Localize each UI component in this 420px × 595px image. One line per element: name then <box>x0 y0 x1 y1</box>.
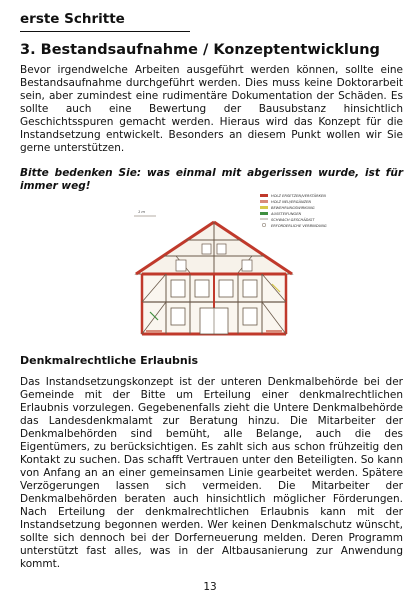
section-title: 3. Bestandsaufnahme / Konzeptentwicklung <box>20 42 380 58</box>
roof <box>136 222 292 274</box>
emphasis-paragraph: Bitte bedenken Sie: was einmal mit abgerissen wurde, ist für immer weg! <box>20 167 403 192</box>
legend-swatch-repair <box>260 194 268 197</box>
page-number: 13 <box>203 581 217 593</box>
running-header: erste Schritte <box>20 11 125 27</box>
scale-label: 1 m <box>138 210 145 214</box>
subsection-title: Denkmalrechtliche Erlaubnis <box>20 354 199 367</box>
house-facade-sketch <box>116 192 356 342</box>
legend-item: HOLZ NEU/ERGÄNZEN <box>271 200 312 204</box>
legend-item: AUSSTEIFUNGEN <box>271 212 302 216</box>
legend-item: SCHWACH GESCHÄDIGT <box>271 218 315 222</box>
timber-frame-facade <box>142 274 286 334</box>
legend-item: ERFORDERLICHE VERBINDUNG <box>271 224 327 228</box>
legend-swatch-new <box>260 200 268 203</box>
subsection-paragraph: Das Instandsetzungskonzept ist der unteren Denkmalbehörde bei der Gemeinde mit der Bitte um Erteilung einer denkmalrechtlichen Erlaubnis vorzulegen. Gegebenenfalls zieht die Untere Denkmalbehörde das Landesdenkmalamt zur Beratung hinzu. Die Mitarbeiter der Denkmalbehörden sind bemüht, alle Belange, auch die des Eigentümers, zu berücksichtigen. Es zahlt sich aus schon frühzeitig den Kontakt zu suchen. Das schafft Vertrauen unter den Beteiligten. So kann von Anfang an an einer gemeinsamen Linie gearbeitet werden. Spätere Verzögerungen lassen sich vermeiden. Die Mitarbeiter der Denkmalbehörden beraten auch hinsichtlich möglicher Förderungen. Nach Erteilung der denkmalrechtlichen Erlaubnis kann mit der Instandsetzung begonnen werden. Wer keinen Denkmalschutz wünscht, sollte sich dennoch bei der Dorferneuerung melden. Deren Programm unterstützt fast alles, was in der Altbausanierung zur Anwendung kommt. <box>20 376 403 570</box>
legend-item: BEWEHRUNGSWIRKUNG <box>271 206 315 210</box>
facade-drawing <box>116 192 356 342</box>
legend-swatch-yellow <box>260 206 268 209</box>
intro-paragraph: Bevor irgendwelche Arbeiten ausgeführt werden können, sollte eine Bestandsaufnahme durchgeführt werden. Dies muss keine Doktorarbeit sein, aber zumindest eine rudimentäre Dokumentation der Schäden. Es sollte auch eine Bewertung der Bausubstanz hinsichtlich Geschichtsspuren gemacht werden. Hieraus wird das Konzept für die Instandsetzung entwickelt. Besonders an diesem Punkt wollen wir Sie gerne unterstützen. <box>20 64 403 154</box>
legend-item: HOLZ ERSETZEN/VERSTÄRKEN <box>271 194 326 198</box>
legend-swatch-circle <box>262 223 266 227</box>
legend <box>260 193 327 228</box>
legend-swatch-green <box>260 212 268 215</box>
header-rule <box>20 31 190 32</box>
